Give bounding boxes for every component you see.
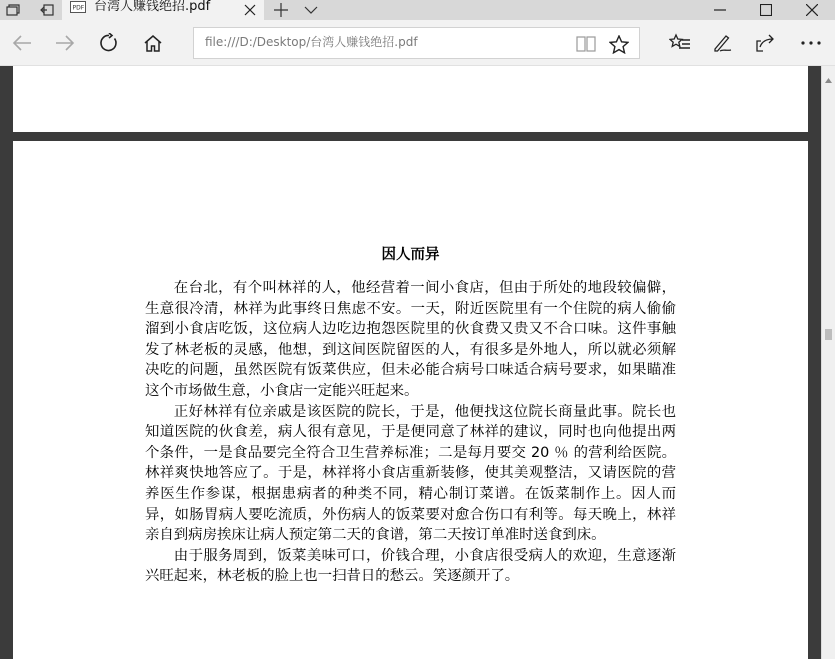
paragraph: 正好林祥有位亲戚是该医院的院长，于是，他便找这位院长商量此事。院长也知道医院的伙食差，病人很有意见，于是便同意了林祥的建议，同时也向他提出两个条件，一是食品要完全符合卫生营养标准；二是每月要交 20 ％ 的营利给医院。林祥爽快地答应了。于是，林祥将小食店重新装修，使其美观整洁，又请医院的营养医生作参谋，根据患病者的种类不同，精心制订菜谱。在饭菜制作上。因人而异，如肠胃病人要吃流质，外伤病人的饭菜要对愈合伤口有利等。每天晚上，林祥亲自到病房挨床让病人预定第二天的食谱，第二天按订单准时送食到床。 (145, 403, 676, 544)
close-icon[interactable] (244, 0, 256, 20)
arrow-right-icon (55, 34, 75, 52)
tab-title: 台湾人赚钱绝招.pdf (94, 0, 211, 14)
share-icon (755, 33, 777, 53)
pdf-file-icon (70, 1, 86, 13)
more-button[interactable] (795, 28, 827, 58)
pen-icon (712, 33, 734, 53)
svg-text:PDF: PDF (72, 4, 85, 12)
paragraph: 在台北，有个叫林祥的人，他经营着一间小食店，但由于所处的地段较偏僻，生意很冷清，林祥为此事终日焦虑不安。一天，附近医院里有一个住院的病人偷偷溜到小食店吃饭，这位病人边吃边抱怨医院里的伙食费又贵又不合口味。这件事触发了林老板的灵感，他想，到这间医院留医的人，有很多是外地人，所以就必须解决吃的问题，虽然医院有饭菜供应，但未必能合病号口味适合病号要求，如果瞄准这个市场做生意，小食店一定能兴旺起来。 (145, 280, 676, 399)
plus-icon[interactable] (268, 0, 294, 20)
paragraph: 由于服务周到，饭菜美味可口，价钱合理，小食店很受病人的欢迎，生意逐渐兴旺起来，林老板的脸上也一扫昔日的愁云。笑逐颜开了。 (145, 547, 676, 585)
vertical-scrollbar[interactable] (821, 66, 835, 659)
home-icon (143, 34, 163, 52)
book-icon[interactable] (576, 35, 596, 53)
document-title: 因人而异 (381, 247, 440, 263)
refresh-button[interactable] (93, 28, 125, 58)
address-url: file:///D:/Desktop/台湾人赚钱绝招.pdf (205, 35, 418, 49)
minimize-icon[interactable] (697, 0, 743, 20)
refresh-icon (99, 33, 119, 53)
forward-button[interactable] (49, 28, 81, 58)
back-button[interactable] (6, 28, 38, 58)
pdf-page (13, 141, 808, 659)
document-body (145, 278, 676, 587)
tab-strip (0, 0, 835, 20)
set-aside-tabs-icon[interactable] (34, 0, 60, 20)
notes-button[interactable] (707, 28, 739, 58)
more-icon (800, 40, 822, 46)
chevron-down-icon[interactable] (298, 0, 324, 20)
star-icon[interactable] (609, 35, 629, 53)
hub-button[interactable] (664, 28, 696, 58)
share-button[interactable] (750, 28, 782, 58)
scroll-thumb[interactable] (825, 329, 832, 340)
close-window-icon[interactable] (789, 0, 835, 20)
pdf-viewer[interactable] (0, 66, 821, 659)
maximize-icon[interactable] (743, 0, 789, 20)
favorites-hub-icon (669, 33, 691, 53)
home-button[interactable] (137, 28, 169, 58)
scroll-up-arrow-icon[interactable] (825, 68, 832, 87)
navigation-toolbar (0, 20, 835, 66)
previous-page (13, 66, 808, 132)
tab-actions-icon[interactable] (0, 0, 26, 20)
arrow-left-icon (12, 34, 32, 52)
address-bar[interactable] (193, 27, 640, 59)
active-tab[interactable] (62, 0, 264, 20)
